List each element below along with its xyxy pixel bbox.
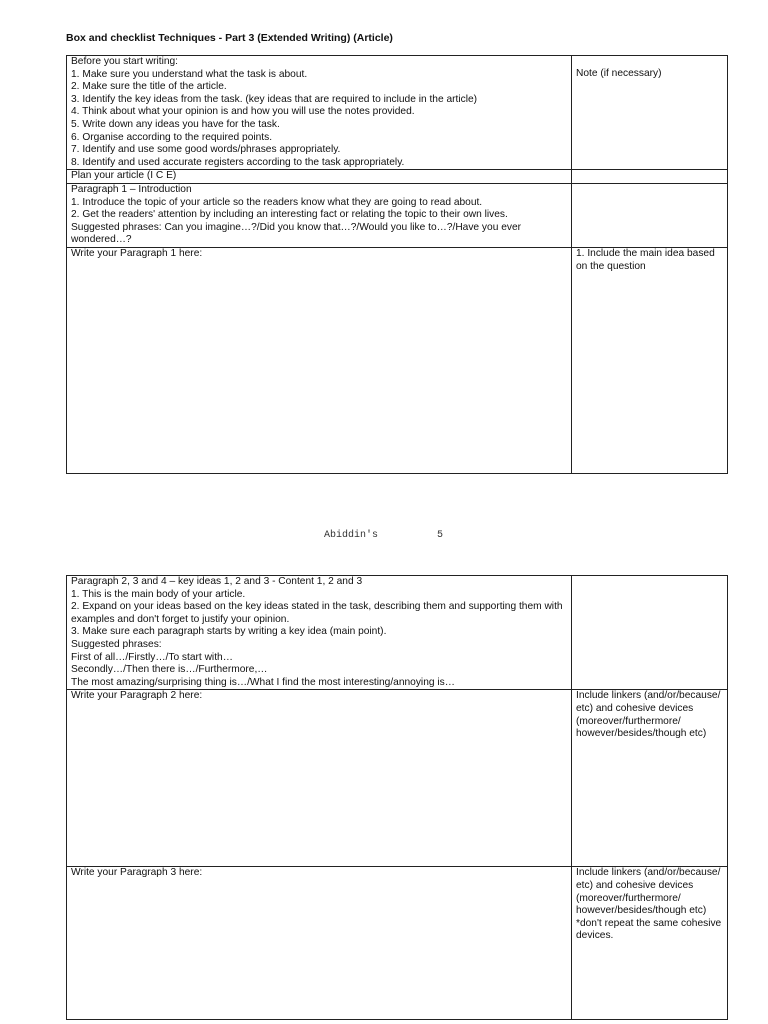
- content-instructions-row: [67, 576, 728, 690]
- write-paragraph3-label: Write your Paragraph 3 here:: [71, 867, 203, 879]
- write-paragraph3-note: Include linkers (and/or/because/ etc) and cohesive devices (moreover/furthermore/ however/besides/though etc): [576, 867, 721, 917]
- checklist-item: 3. Make sure each paragraph starts by writing a key idea (main point).: [71, 626, 387, 638]
- write-paragraph1-row: [67, 247, 728, 473]
- checklist-item: 2. Get the readers' attention by including an interesting fact or relating the topic to their own lives.: [71, 209, 508, 221]
- paragraph1-instructions-row: [67, 183, 728, 247]
- write-paragraph3-row: [67, 867, 728, 1020]
- write-paragraph1-label: Write your Paragraph 1 here:: [71, 247, 203, 259]
- footer-author: Abiddin's: [324, 530, 379, 541]
- checklist-item: 2. Make sure the title of the article.: [71, 81, 227, 93]
- paragraph1-instructions-cell: [67, 183, 572, 247]
- note-cell: [572, 56, 728, 170]
- before-writing-heading: Before you start writing:: [71, 56, 179, 67]
- note-label: Note (if necessary): [576, 68, 662, 79]
- checklist-item: 4. Think about what your opinion is and how you will use the notes provided.: [71, 106, 415, 118]
- suggested-phrase: First of all…/Firstly…/To start with…: [71, 651, 233, 663]
- write-paragraph2-note: Include linkers (and/or/because/ etc) and cohesive devices (moreover/furthermore/ however/besides/though etc): [576, 690, 721, 740]
- plan-cell: [67, 170, 572, 184]
- write-paragraph2-row: [67, 690, 728, 867]
- checklist-table-1: [66, 55, 728, 474]
- plan-note-cell: [572, 170, 728, 184]
- suggested-phrases-heading: Suggested phrases:: [71, 638, 162, 650]
- checklist-item: 6. Organise according to the required points.: [71, 131, 273, 143]
- plan-row: [67, 170, 728, 184]
- write-paragraph3-note-cell: [572, 867, 728, 1020]
- page-title: Box and checklist Techniques - Part 3 (Extended Writing) (Article): [66, 32, 393, 44]
- suggested-phrase: Secondly…/Then there is…/Furthermore,…: [71, 664, 268, 676]
- write-paragraph3-area[interactable]: [67, 867, 572, 1020]
- checklist-item: 2. Expand on your ideas based on the key ideas stated in the task, describing them and supporting them with examples and don't forget to justify your opinion.: [71, 601, 563, 625]
- checklist-item: 1. Introduce the topic of your article so the readers know what they are going to read about.: [71, 196, 483, 208]
- content-note-cell: [572, 576, 728, 690]
- paragraph1-note-cell: [572, 183, 728, 247]
- write-paragraph1-note: 1. Include the main idea based on the question: [576, 247, 715, 272]
- paragraph1-heading: Paragraph 1 – Introduction: [71, 183, 192, 195]
- footer-page-number: 5: [437, 530, 444, 541]
- before-writing-row: [67, 56, 728, 170]
- write-paragraph2-area[interactable]: [67, 690, 572, 867]
- before-writing-cell: [67, 56, 572, 170]
- checklist-item: 1. This is the main body of your article.: [71, 588, 246, 600]
- checklist-item: 3. Identify the key ideas from the task. (key ideas that are required to include in the article): [71, 93, 478, 105]
- content-instructions-cell: [67, 576, 572, 690]
- write-paragraph2-note-cell: [572, 690, 728, 867]
- write-paragraph1-note-cell: [572, 247, 728, 473]
- checklist-item: 1. Make sure you understand what the task is about.: [71, 68, 308, 80]
- suggested-phrase: The most amazing/surprising thing is…/What I find the most interesting/annoying is…: [71, 676, 455, 688]
- content-heading: Paragraph 2, 3 and 4 – key ideas 1, 2 and 3 - Content 1, 2 and 3: [71, 576, 363, 587]
- write-paragraph1-area[interactable]: [67, 247, 572, 473]
- checklist-item: 7. Identify and use some good words/phrases appropriately.: [71, 144, 341, 156]
- checklist-item: 8. Identify and used accurate registers according to the task appropriately.: [71, 156, 405, 168]
- checklist-table-2: [66, 575, 728, 1020]
- checklist-item: 5. Write down any ideas you have for the task.: [71, 118, 280, 130]
- suggested-phrases: Suggested phrases: Can you imagine…?/Did you know that…?/Would you like to…?/Have you ever wondered…?: [71, 221, 522, 246]
- plan-label: Plan your article (I C E): [71, 170, 177, 182]
- write-paragraph2-label: Write your Paragraph 2 here:: [71, 690, 203, 702]
- write-paragraph3-note-extra: *don't repeat the same cohesive devices.: [576, 917, 722, 942]
